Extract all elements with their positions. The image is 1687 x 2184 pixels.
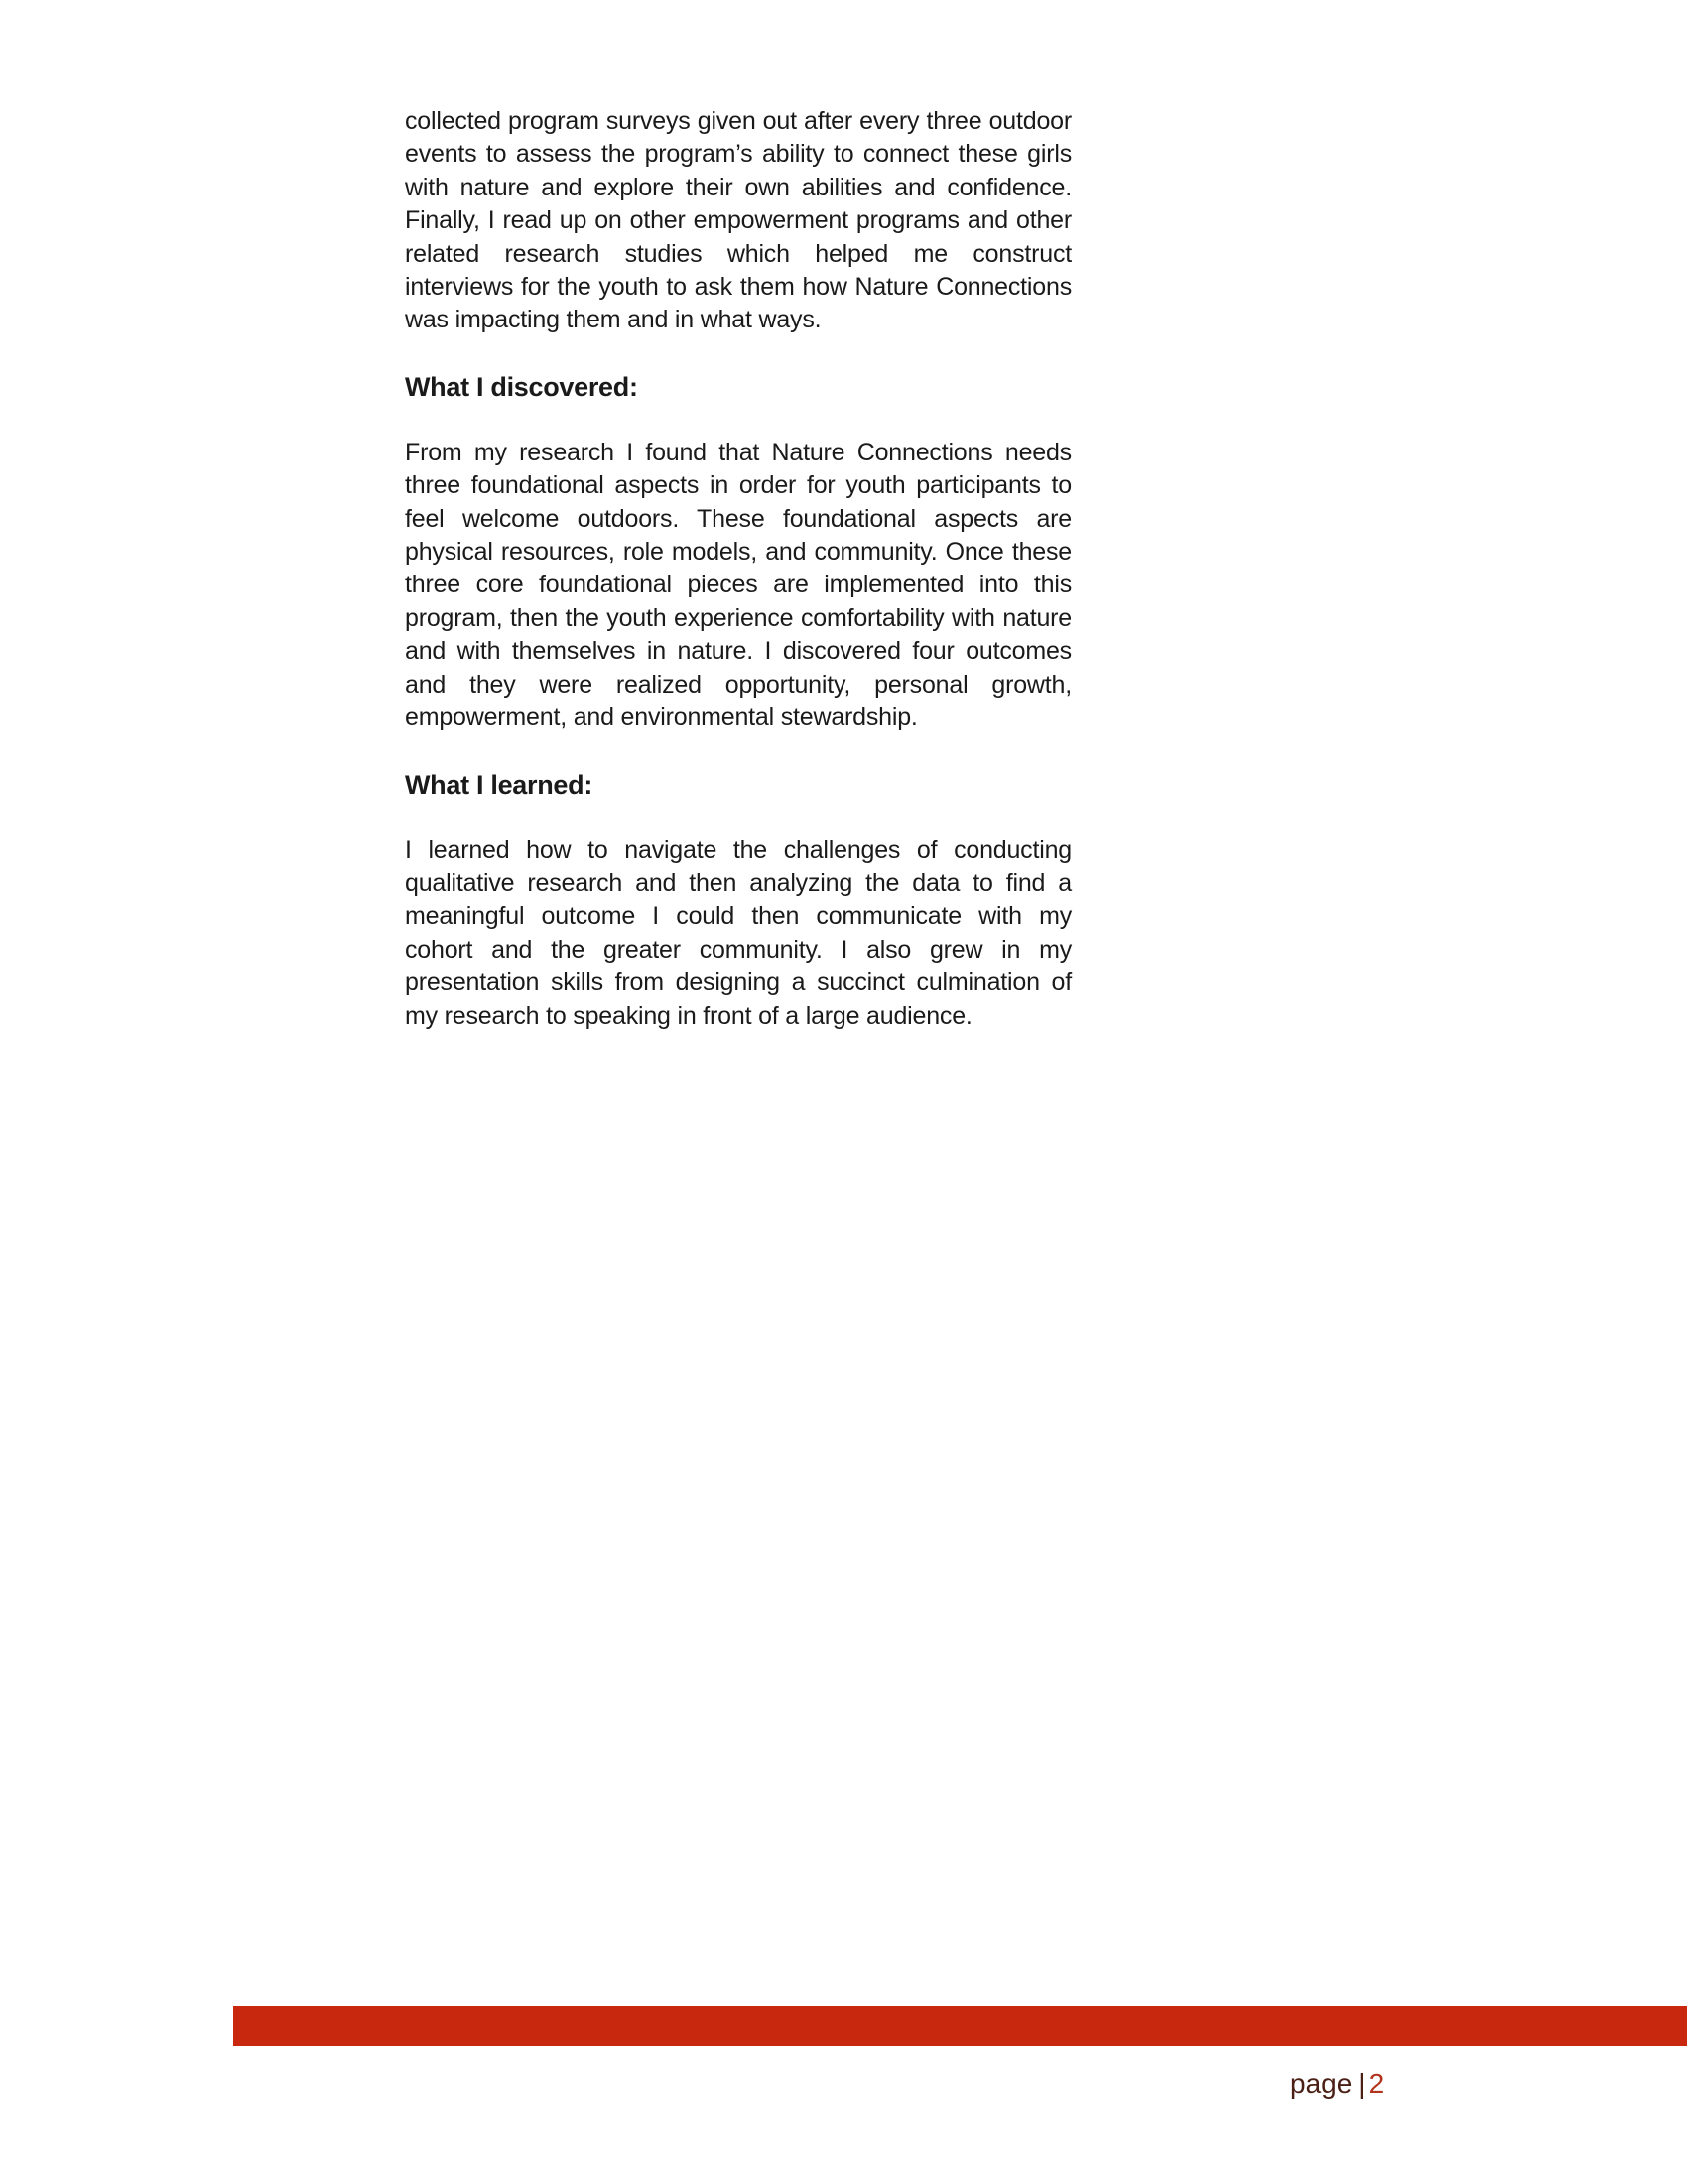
paragraph-learned: I learned how to navigate the challenges of conducting qualitative research and then analyzing the data to find a meaningful outcome I could then communicate with my cohort and the greater community. I also grew in my presentation skills from designing a succinct culmination of my research to speaking in front of a large audience. (405, 835, 1072, 1030)
heading-what-i-discovered: What I discovered: (405, 371, 638, 402)
paragraph-discovered: From my research I found that Nature Connections needs three foundational aspects in order for youth participants to feel welcome outdoors. These foundational aspects are physical resources, role models, and community. Once these three core foundational pieces are implemented into this program, then the youth experience comfortability with nature and with themselves in nature. I discovered four outcomes and they were realized opportunity, personal growth, empowerment, and environmental stewardship. (405, 438, 1072, 732)
page-number (1290, 2066, 1384, 2102)
heading-what-i-learned: What I learned: (405, 769, 593, 800)
page-separator: | (1358, 2068, 1365, 2099)
paragraph-intro-continued: collected program surveys given out after every three outdoor events to assess the program’s ability to connect these girls with nature and explore their own abilities and confidence. Finally, I read up on other empowerment programs and other related research studies which helped me construct interviews for the youth to ask them how Nature Connections was impacting them and in what ways. (405, 107, 1072, 334)
page-label: page (1290, 2068, 1353, 2099)
page-number-value: 2 (1368, 2068, 1385, 2099)
document-body (405, 105, 1072, 1033)
footer-bar (233, 2006, 1687, 2046)
